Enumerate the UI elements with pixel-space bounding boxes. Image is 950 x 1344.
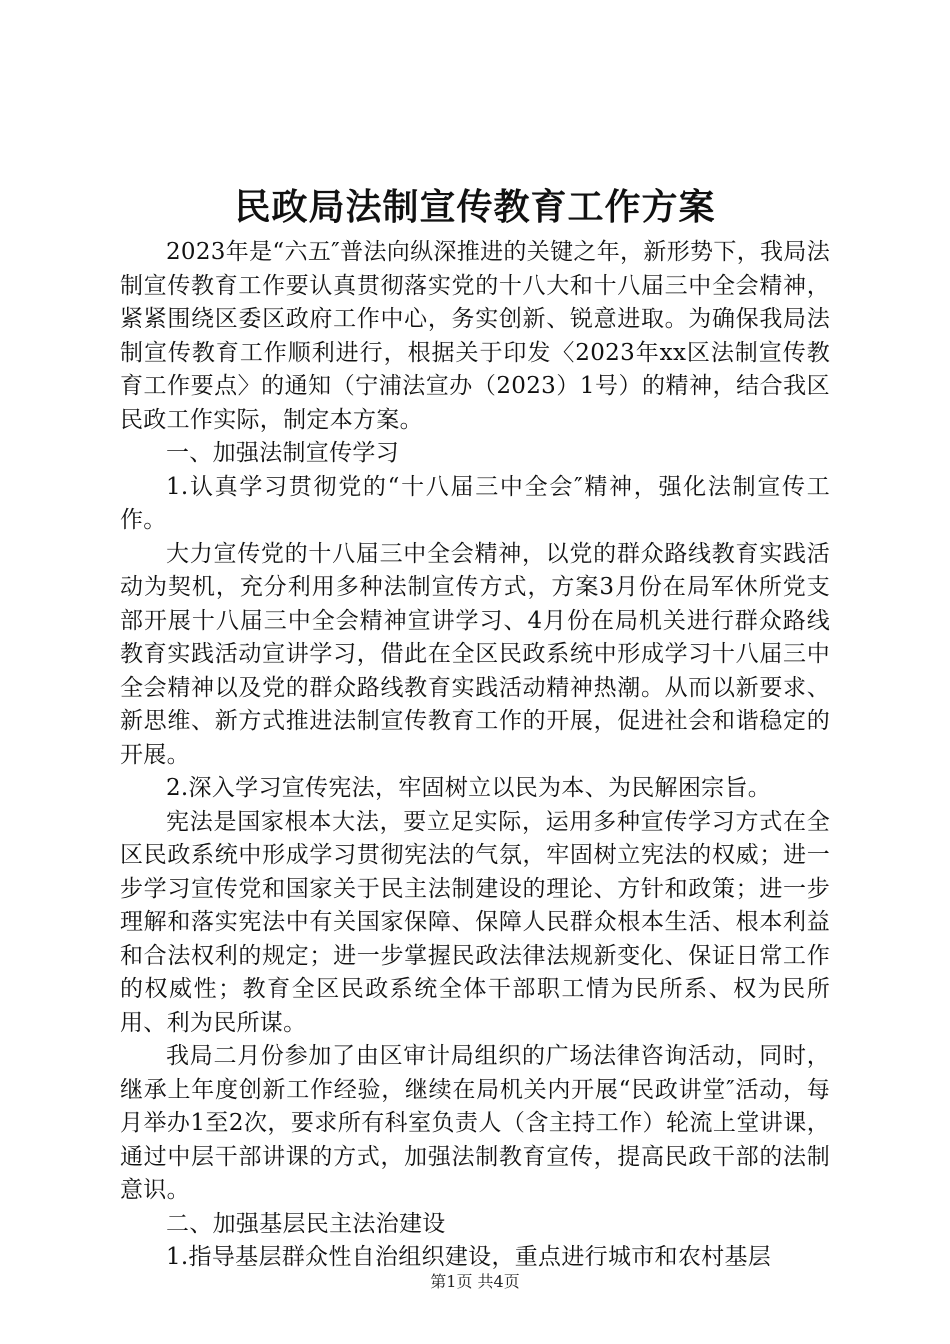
page-footer: 第1页 共4页: [430, 1272, 520, 1291]
paragraph-1-2: 宪法是国家根本大法，要立足实际，运用多种宣传学习方式在全区民政系统中形成学习贯彻宪法的气氛，牢固树立宪法的权威；进一步学习宣传党和国家关于民主法制建设的理论、方针和政策；进一步理解和落实宪法中有关国家保障、保障人民群众根本生活、根本利益和合法权利的规定；进一步掌握民政法律法规新变化、保证日常工作的权威性；教育全区民政系统全体干部职工情为民所系、权为民所用、利为民所谋。: [120, 808, 830, 1036]
paragraph-1-3: 我局二月份参加了由区审计局组织的广场法律咨询活动，同时，继承上年度创新工作经验，继续在局机关内开展“民政讲堂″活动，每月举办1至2次，要求所有科室负责人（含主持工作）轮流上堂讲课，通过中层干部讲课的方式，加强法制教育宣传，提高民政干部的法制意识。: [120, 1043, 830, 1203]
subsection-heading-2-1: 1.指导基层群众性自治组织建设，重点进行城市和农村基层: [166, 1244, 772, 1270]
subsection-heading-1-1: 1.认真学习贯彻党的“十八届三中全会″精神，强化法制宣传工作。: [120, 473, 830, 533]
section-heading-2: 二、加强基层民主法治建设: [166, 1210, 446, 1237]
paragraph-1-1: 大力宣传党的十八届三中全会精神，以党的群众路线教育实践活动为契机，充分利用多种法制宣传方式，方案3月份在局军休所党支部开展十八届三中全会精神宣讲学习、4月份在局机关进行群众路线教育实践活动宣讲学习，借此在全区民政系统中形成学习十八届三中全会精神以及党的群众路线教育实践活动精神热潮。从而以新要求、新思维、新方式推进法制宣传教育工作的开展，促进社会和谐稳定的开展。: [120, 540, 830, 768]
section-heading-1: 一、加强法制宣传学习: [166, 440, 399, 466]
document-body: [120, 236, 830, 1275]
document-title: 民政局法制宣传教育工作方案: [234, 187, 716, 228]
subsection-heading-1-2: 2.深入学习宣传宪法，牢固树立以民为本、为民解困宗旨。: [166, 775, 772, 801]
paragraph-intro: 2023年是“六五″普法向纵深推进的关键之年，新形势下，我局法制宣传教育工作要认真贯彻落实党的十八大和十八届三中全会精神，紧紧围绕区委区政府工作中心，务实创新、锐意进取。为确保我局法制宣传教育工作顺利进行，根据关于印发〈2023年xx区法制宣传教育工作要点〉的通知（宁浦法宣办（2023）1号）的精神，结合我区民政工作实际，制定本方案。: [120, 239, 830, 433]
